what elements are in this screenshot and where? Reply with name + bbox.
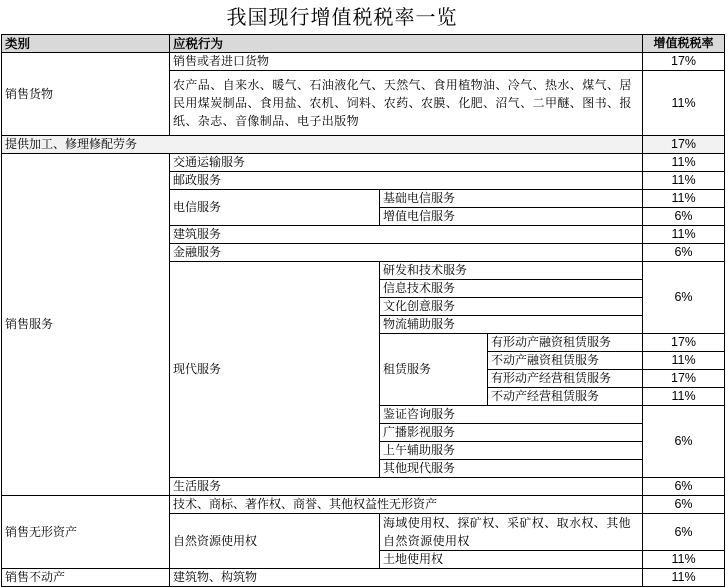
telecom-value-rate: 6% (643, 208, 725, 226)
business-cell: 上午辅助服务 (380, 442, 643, 460)
culture-cell: 文化创意服务 (380, 298, 643, 316)
goods-import-rate: 17% (643, 53, 725, 71)
construction-cell: 建筑服务 (170, 226, 643, 244)
logistics-cell: 物流辅助服务 (380, 316, 643, 334)
consulting-cell: 鉴证咨询服务 (380, 406, 643, 424)
postal-rate: 11% (643, 172, 725, 190)
finance-cell: 金融服务 (170, 244, 643, 262)
life-cell: 生活服务 (170, 478, 643, 496)
header-rate: 增值税税率 (643, 35, 725, 53)
lease2-cell: 不动产融资租赁服务 (488, 352, 643, 370)
services-category-cell: 销售服务 (2, 154, 170, 496)
realestate-category-cell: 销售不动产 (2, 569, 170, 587)
broadcast-cell: 广播影视服务 (380, 424, 643, 442)
transport-rate: 11% (643, 154, 725, 172)
modern-services-cell: 现代服务 (170, 262, 380, 478)
land-cell: 土地使用权 (380, 551, 643, 569)
telecom-cell: 电信服务 (170, 190, 380, 226)
it-cell: 信息技术服务 (380, 280, 643, 298)
lease1-rate: 17% (643, 334, 725, 352)
tech-cell: 技术、商标、著作权、商誉、其他权益性无形资产 (170, 496, 643, 514)
header-category: 类别 (2, 35, 170, 53)
buildings-cell: 建筑物、构筑物 (170, 569, 643, 587)
telecom-value-cell: 增值电信服务 (380, 208, 643, 226)
land-rate: 11% (643, 551, 725, 569)
buildings-rate: 11% (643, 569, 725, 587)
telecom-basic-rate: 11% (643, 190, 725, 208)
table-row (2, 136, 725, 154)
finance-rate: 6% (643, 244, 725, 262)
life-rate: 6% (643, 478, 725, 496)
header-behavior: 应税行为 (170, 35, 643, 53)
natural-sub-cell: 海域使用权、探矿权、采矿权、取水权、其他自然资源使用权 (380, 514, 643, 551)
lease1-cell: 有形动产融资租赁服务 (488, 334, 643, 352)
goods-list-rate: 11% (643, 71, 725, 136)
group2-rate: 6% (643, 406, 725, 478)
leasing-cell: 租赁服务 (380, 334, 488, 406)
table-row (2, 569, 725, 587)
tech-rate: 6% (643, 496, 725, 514)
intangible-category-cell: 销售无形资产 (2, 496, 170, 569)
construction-rate: 11% (643, 226, 725, 244)
processing-rate: 17% (643, 136, 725, 154)
postal-cell: 邮政服务 (170, 172, 643, 190)
goods-list-cell: 农产品、自来水、暖气、石油液化气、天然气、食用植物油、冷气、热水、煤气、居民用煤炭制品、食用盐、农机、饲料、农药、农膜、化肥、沼气、二甲醚、图书、报纸、杂志、音像制品、电子出版物 (170, 71, 643, 136)
lease2-rate: 11% (643, 352, 725, 370)
other-modern-cell: 其他现代服务 (380, 460, 643, 478)
table-row (2, 53, 725, 71)
goods-category-cell: 销售货物 (2, 53, 170, 136)
vat-rate-table (1, 34, 725, 587)
natural-sub-rate: 6% (643, 514, 725, 551)
rnd-cell: 研发和技术服务 (380, 262, 643, 280)
table-row (2, 496, 725, 514)
table-row (2, 154, 725, 172)
lease3-rate: 17% (643, 370, 725, 388)
lease4-rate: 11% (643, 388, 725, 406)
page-title: 我国现行增值税税率一览 (226, 5, 458, 29)
goods-import-cell: 销售或者进口货物 (170, 53, 643, 71)
telecom-basic-cell: 基础电信服务 (380, 190, 643, 208)
processing-cell: 提供加工、修理修配劳务 (2, 136, 643, 154)
lease3-cell: 有形动产经营租赁服务 (488, 370, 643, 388)
group1-rate: 6% (643, 262, 725, 334)
natural-cell: 自然资源使用权 (170, 514, 380, 569)
transport-cell: 交通运输服务 (170, 154, 643, 172)
lease4-cell: 不动产经营租赁服务 (488, 388, 643, 406)
table-header-row (2, 35, 725, 53)
